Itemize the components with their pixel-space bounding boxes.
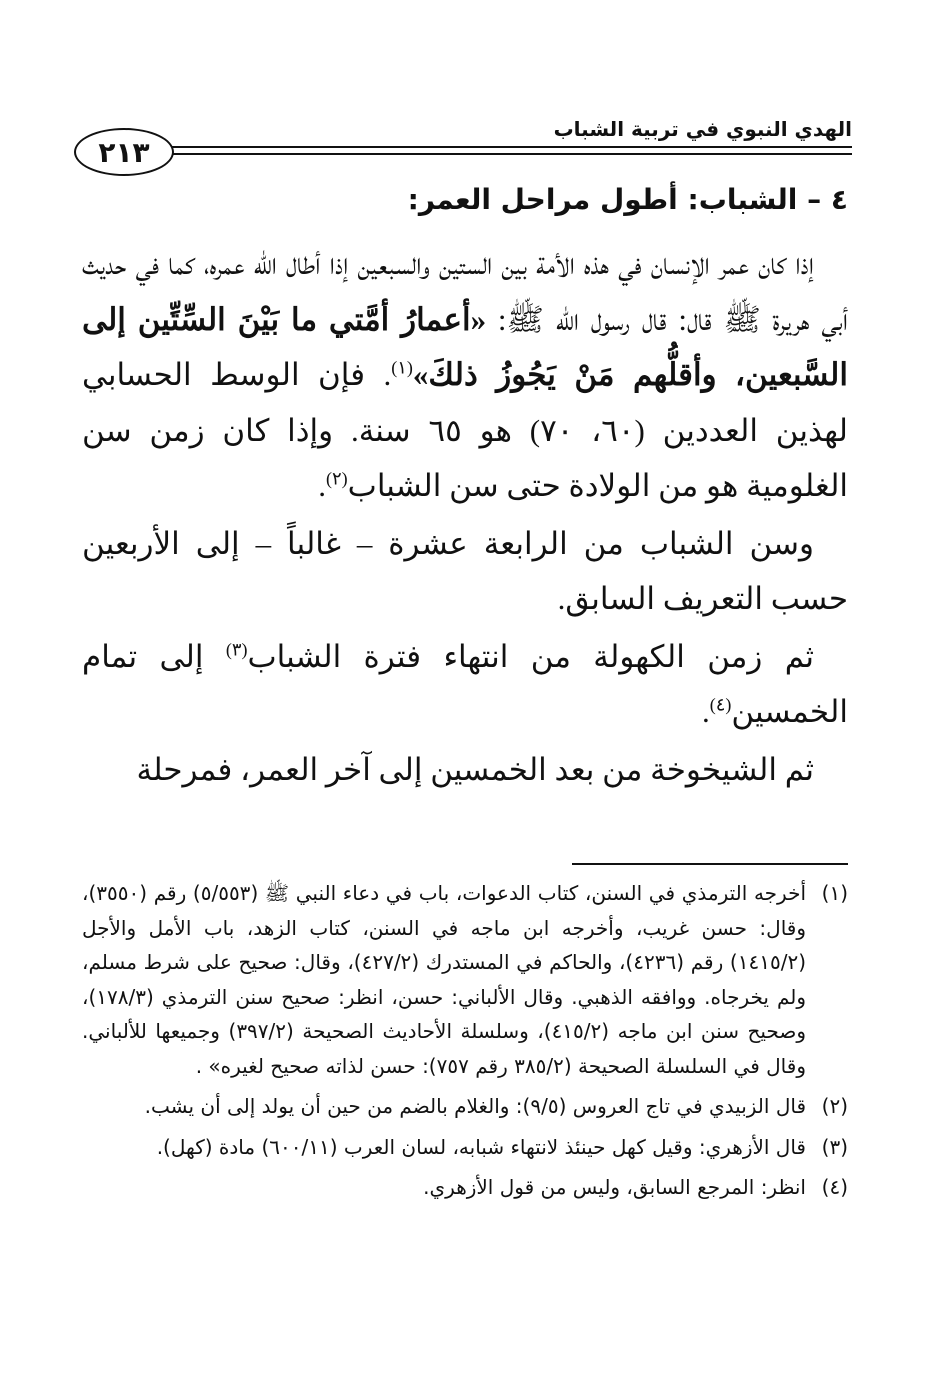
- footnote-number: (١): [821, 881, 848, 905]
- paragraph-text: إلى تمام الخمسين: [82, 638, 848, 729]
- footnote-item: [82, 1170, 848, 1205]
- footnote-number: (٤): [821, 1175, 848, 1199]
- footnote-text: أخرجه الترمذي في السنن، كتاب الدعوات، باب في دعاء النبي ﷺ (٥/٥٥٣) رقم (٣٥٥٠)، وقال: حسن غريب، وأخرجه ابن ماجه في السنن، كتاب الزهد، باب الأمل والأجل (١٤١٥/٢) رقم (٤٢٣٦)، والحاكم في المستدرك (٤٢٧/٢)، وقال: صحيح على شرط مسلم، ولم يخرجاه. ووافقه الذهبي. وقال الألباني: حسن، انظر: صحيح سنن الترمذي (١٧٨/٣)، وصحيح سنن ابن ماجه (٤١٥/٢)، وسلسلة الأحاديث الصحيحة (٣٩٧/٢) وجميعها للألباني. وقال في السلسلة الصحيحة (٣٨٥/٢ رقم ٧٥٧): حسن لذاته صحيح لغيره» .: [82, 881, 807, 1078]
- paragraph: وسن الشباب من الرابعة عشرة – غالباً – إلى الأربعين حسب التعريف السابق.: [82, 525, 848, 616]
- footnote-number: (٣): [821, 1134, 848, 1159]
- header-rule: [162, 153, 852, 155]
- paragraph-text: .: [701, 694, 710, 729]
- footnote-item: [82, 1089, 848, 1124]
- footnote-item: [82, 1130, 848, 1165]
- running-title: الهدي النبوي في تربية الشباب: [548, 118, 852, 140]
- paragraph: [82, 629, 848, 740]
- footnote-item: [82, 876, 848, 1083]
- header-rule: [162, 146, 852, 148]
- footnote-text: قال الزبيدي في تاج العروس (٩/٥): والغلام بالضم من حين أن يولد إلى أن يشب.: [144, 1094, 806, 1118]
- footnote-reference: (٤): [709, 694, 732, 715]
- footnote-text: قال الأزهري: وقيل كهل حينئذ لانتهاء شبابه، لسان العرب (٦٠٠/١١) مادة (كهل).: [156, 1134, 806, 1159]
- section-heading: ٤ – الشباب: أطول مراحل العمر:: [407, 183, 848, 216]
- footnote-separator: [572, 863, 848, 865]
- footnotes: [82, 876, 848, 1211]
- paragraph-text: . فإن الوسط الحسابي لهذين العددين (٦٠، ٧٠) هو ٦٥ سنة. وإذا كان زمن سن الغلومية هو من الولادة حتى سن الشباب: [82, 357, 848, 503]
- paragraph-text: إذا كان عمر الإنسان في هذه الأمة بين الستين والسبعين إذا أطال الله عمره، كما في حديث أبي هريرة ﷺ قال: قال رسول الله ﷺ:: [82, 246, 848, 337]
- hadith-quote: «أعمارُ أمَّتي ما بَيْنَ السِّتِّين إلى السَّبعين، وأقلُّهم مَنْ يَجُوزُ ذلكَ»: [82, 301, 848, 392]
- page-number: ٢١٣: [74, 128, 174, 176]
- paragraph-text: ثم زمن الكهولة من انتهاء فترة الشباب: [247, 638, 814, 674]
- footnote-reference: (٣): [225, 639, 248, 660]
- paragraph-text: .: [318, 468, 326, 503]
- footnote-text: انظر: المرجع السابق، وليس من قول الأزهري.: [423, 1175, 806, 1199]
- body-text: [82, 236, 848, 799]
- paragraph: [82, 236, 848, 514]
- paragraph: ثم الشيخوخة من بعد الخمسين إلى آخر العمر، فمرحلة: [136, 751, 814, 787]
- footnote-reference: (١): [391, 357, 413, 378]
- footnote-number: (٢): [821, 1094, 848, 1118]
- footnote-reference: (٢): [325, 468, 348, 489]
